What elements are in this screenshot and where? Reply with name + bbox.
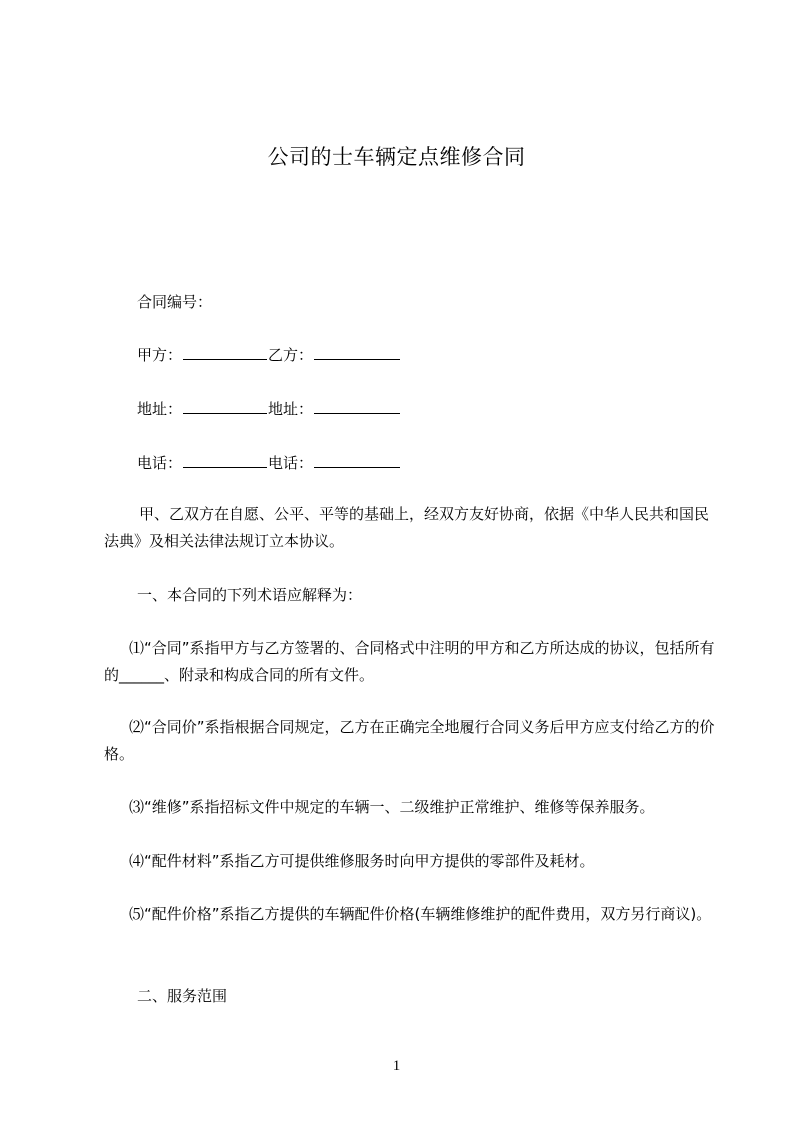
party-a-label: 甲方： bbox=[137, 346, 183, 364]
party-a-blank bbox=[183, 345, 267, 360]
address-a-blank bbox=[183, 399, 267, 414]
party-b-label: 乙方： bbox=[268, 346, 314, 364]
preamble-paragraph: 甲、乙双方在自愿、公平、平等的基础上，经双方友好协商，依据《中华人民共和国民法典》及相关法律法规订立本协议。 bbox=[104, 505, 710, 550]
address-a-label: 地址： bbox=[137, 400, 183, 418]
term-item-5: ⑸“配件价格”系指乙方提供的车辆配件价格(车辆维修维护的配件费用，双方另行商议)。 bbox=[129, 905, 712, 923]
page-number: 1 bbox=[392, 1058, 401, 1074]
term-item-3: ⑶“维修”系指招标文件中规定的车辆一、二级维护正常维护、维修等保养服务。 bbox=[129, 798, 655, 816]
address-b-blank bbox=[314, 399, 400, 414]
phone-a-label: 电话： bbox=[137, 454, 183, 472]
party-b-blank bbox=[314, 345, 400, 360]
term-item-1: ⑴“合同”系指甲方与乙方签署的、合同格式中注明的甲方和乙方所达成的协议，包括所有的______、附录和构成合同的所有文件。 bbox=[104, 639, 715, 684]
address-b-label: 地址： bbox=[268, 400, 314, 418]
term-item-4: ⑷“配件材料”系指乙方可提供维修服务时向甲方提供的零部件及耗材。 bbox=[129, 852, 595, 870]
section-2-heading: 二、服务范围 bbox=[137, 987, 228, 1005]
phone-b-blank bbox=[314, 453, 400, 468]
document-title: 公司的士车辆定点维修合同 bbox=[267, 145, 526, 169]
address-line bbox=[137, 399, 401, 419]
party-line bbox=[137, 345, 401, 365]
term-item-2: ⑵“合同价”系指根据合同规定，乙方在正确完全地履行合同义务后甲方应支付给乙方的价格。 bbox=[104, 718, 715, 763]
phone-a-blank bbox=[183, 453, 267, 468]
contract-number-label: 合同编号： bbox=[137, 293, 213, 311]
section-1-heading: 一、本合同的下列术语应解释为： bbox=[137, 586, 363, 604]
phone-line bbox=[137, 453, 401, 473]
phone-b-label: 电话： bbox=[268, 454, 314, 472]
